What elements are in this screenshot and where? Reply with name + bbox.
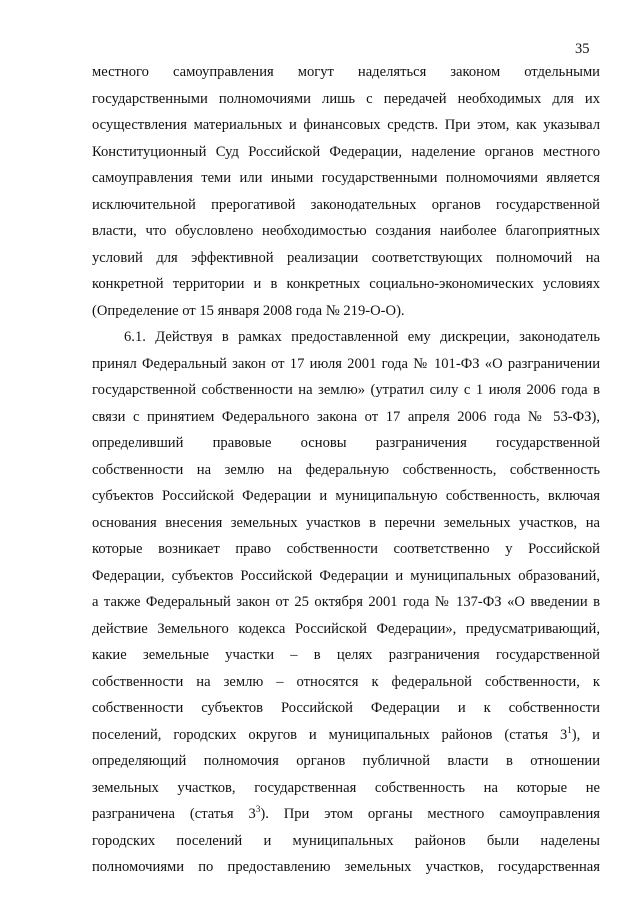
text-line: определяющий полномочия органов публичной власти в отношении: [92, 753, 600, 769]
text-line: субъектов Российской Федерации и муниципальную собственность, включая: [92, 488, 600, 504]
text-line: земельных участков, государственная собственность на которые не: [92, 779, 600, 796]
text-line: принял Федеральный закон от 17 июля 2001 года № 101-ФЗ «О разграничении: [92, 355, 600, 372]
text-segment: разграничена (статья 3: [92, 806, 256, 822]
text-line: городских поселений и муниципальных районов были наделены: [92, 832, 600, 849]
text-line: основания внесения земельных участков в перечни земельных участков, на: [92, 514, 600, 531]
text-line: связи с принятием Федерального закона от 17 апреля 2006 года № 53-ФЗ),: [92, 408, 600, 425]
text-segment: ). При этом органы местного самоуправления: [260, 806, 600, 822]
text-segment: ), и: [571, 726, 600, 743]
text-line: собственности субъектов Российской Федерации и к собственности: [92, 700, 600, 716]
page-number: 35: [575, 41, 590, 57]
text-line: осуществления материальных и финансовых средств. При этом, как указывал: [92, 117, 600, 133]
text-line-paragraph-start: 6.1. Действуя в рамках предоставленной ему дискреции, законодатель: [124, 329, 600, 345]
text-line: государственными полномочиями лишь с передачей необходимых для их: [92, 90, 600, 107]
superscript-index: 1: [567, 724, 572, 735]
text-line: определивший правовые основы разграничения государственной: [92, 435, 600, 451]
text-line: действие Земельного кодекса Российской Федерации», предусматривающий,: [92, 620, 600, 637]
text-line: исключительной прерогативой законодательных органов государственной: [92, 196, 600, 213]
text-line: полномочиями по предоставлению земельных участков, государственная: [92, 859, 600, 875]
text-line: условий для эффективной реализации соответствующих полномочий на: [92, 249, 600, 266]
text-line: которые возникает право собственности соответственно у Российской: [92, 541, 600, 557]
text-line: Федерации, субъектов Российской Федерации и муниципальных образований,: [92, 567, 600, 584]
body-text: [92, 59, 600, 881]
text-line-with-footnote: [92, 801, 600, 828]
text-line: а также Федеральный закон от 25 октября 2001 года № 137-ФЗ «О введении в: [92, 594, 600, 610]
text-line: Конституционный Суд Российской Федерации, наделение органов местного: [92, 143, 600, 160]
text-line: государственной собственности на землю» (утратил силу с 1 июля 2006 года в: [92, 382, 600, 398]
text-segment: поселений, городских округов и муниципальных районов (статья 3: [92, 726, 568, 743]
text-line: собственности на землю – относятся к федеральной собственности, к: [92, 673, 600, 690]
text-line: местного самоуправления могут наделяться законом отдельными: [92, 64, 600, 80]
text-line: какие земельные участки – в целях разграничения государственной: [92, 647, 600, 663]
text-line: собственности на землю на федеральную собственность, собственность: [92, 461, 600, 478]
text-line: власти, что обусловлено необходимостью создания наиболее благоприятных: [92, 223, 600, 239]
superscript-index: 3: [255, 804, 261, 814]
text-line: самоуправления теми или иными государственными полномочиями является: [92, 170, 600, 186]
text-line: конкретной территории и в конкретных социально-экономических условиях: [92, 276, 600, 292]
text-line-paragraph-end: (Определение от 15 января 2008 года № 219-О-О).: [92, 302, 405, 319]
text-line-with-footnote: [92, 722, 600, 749]
